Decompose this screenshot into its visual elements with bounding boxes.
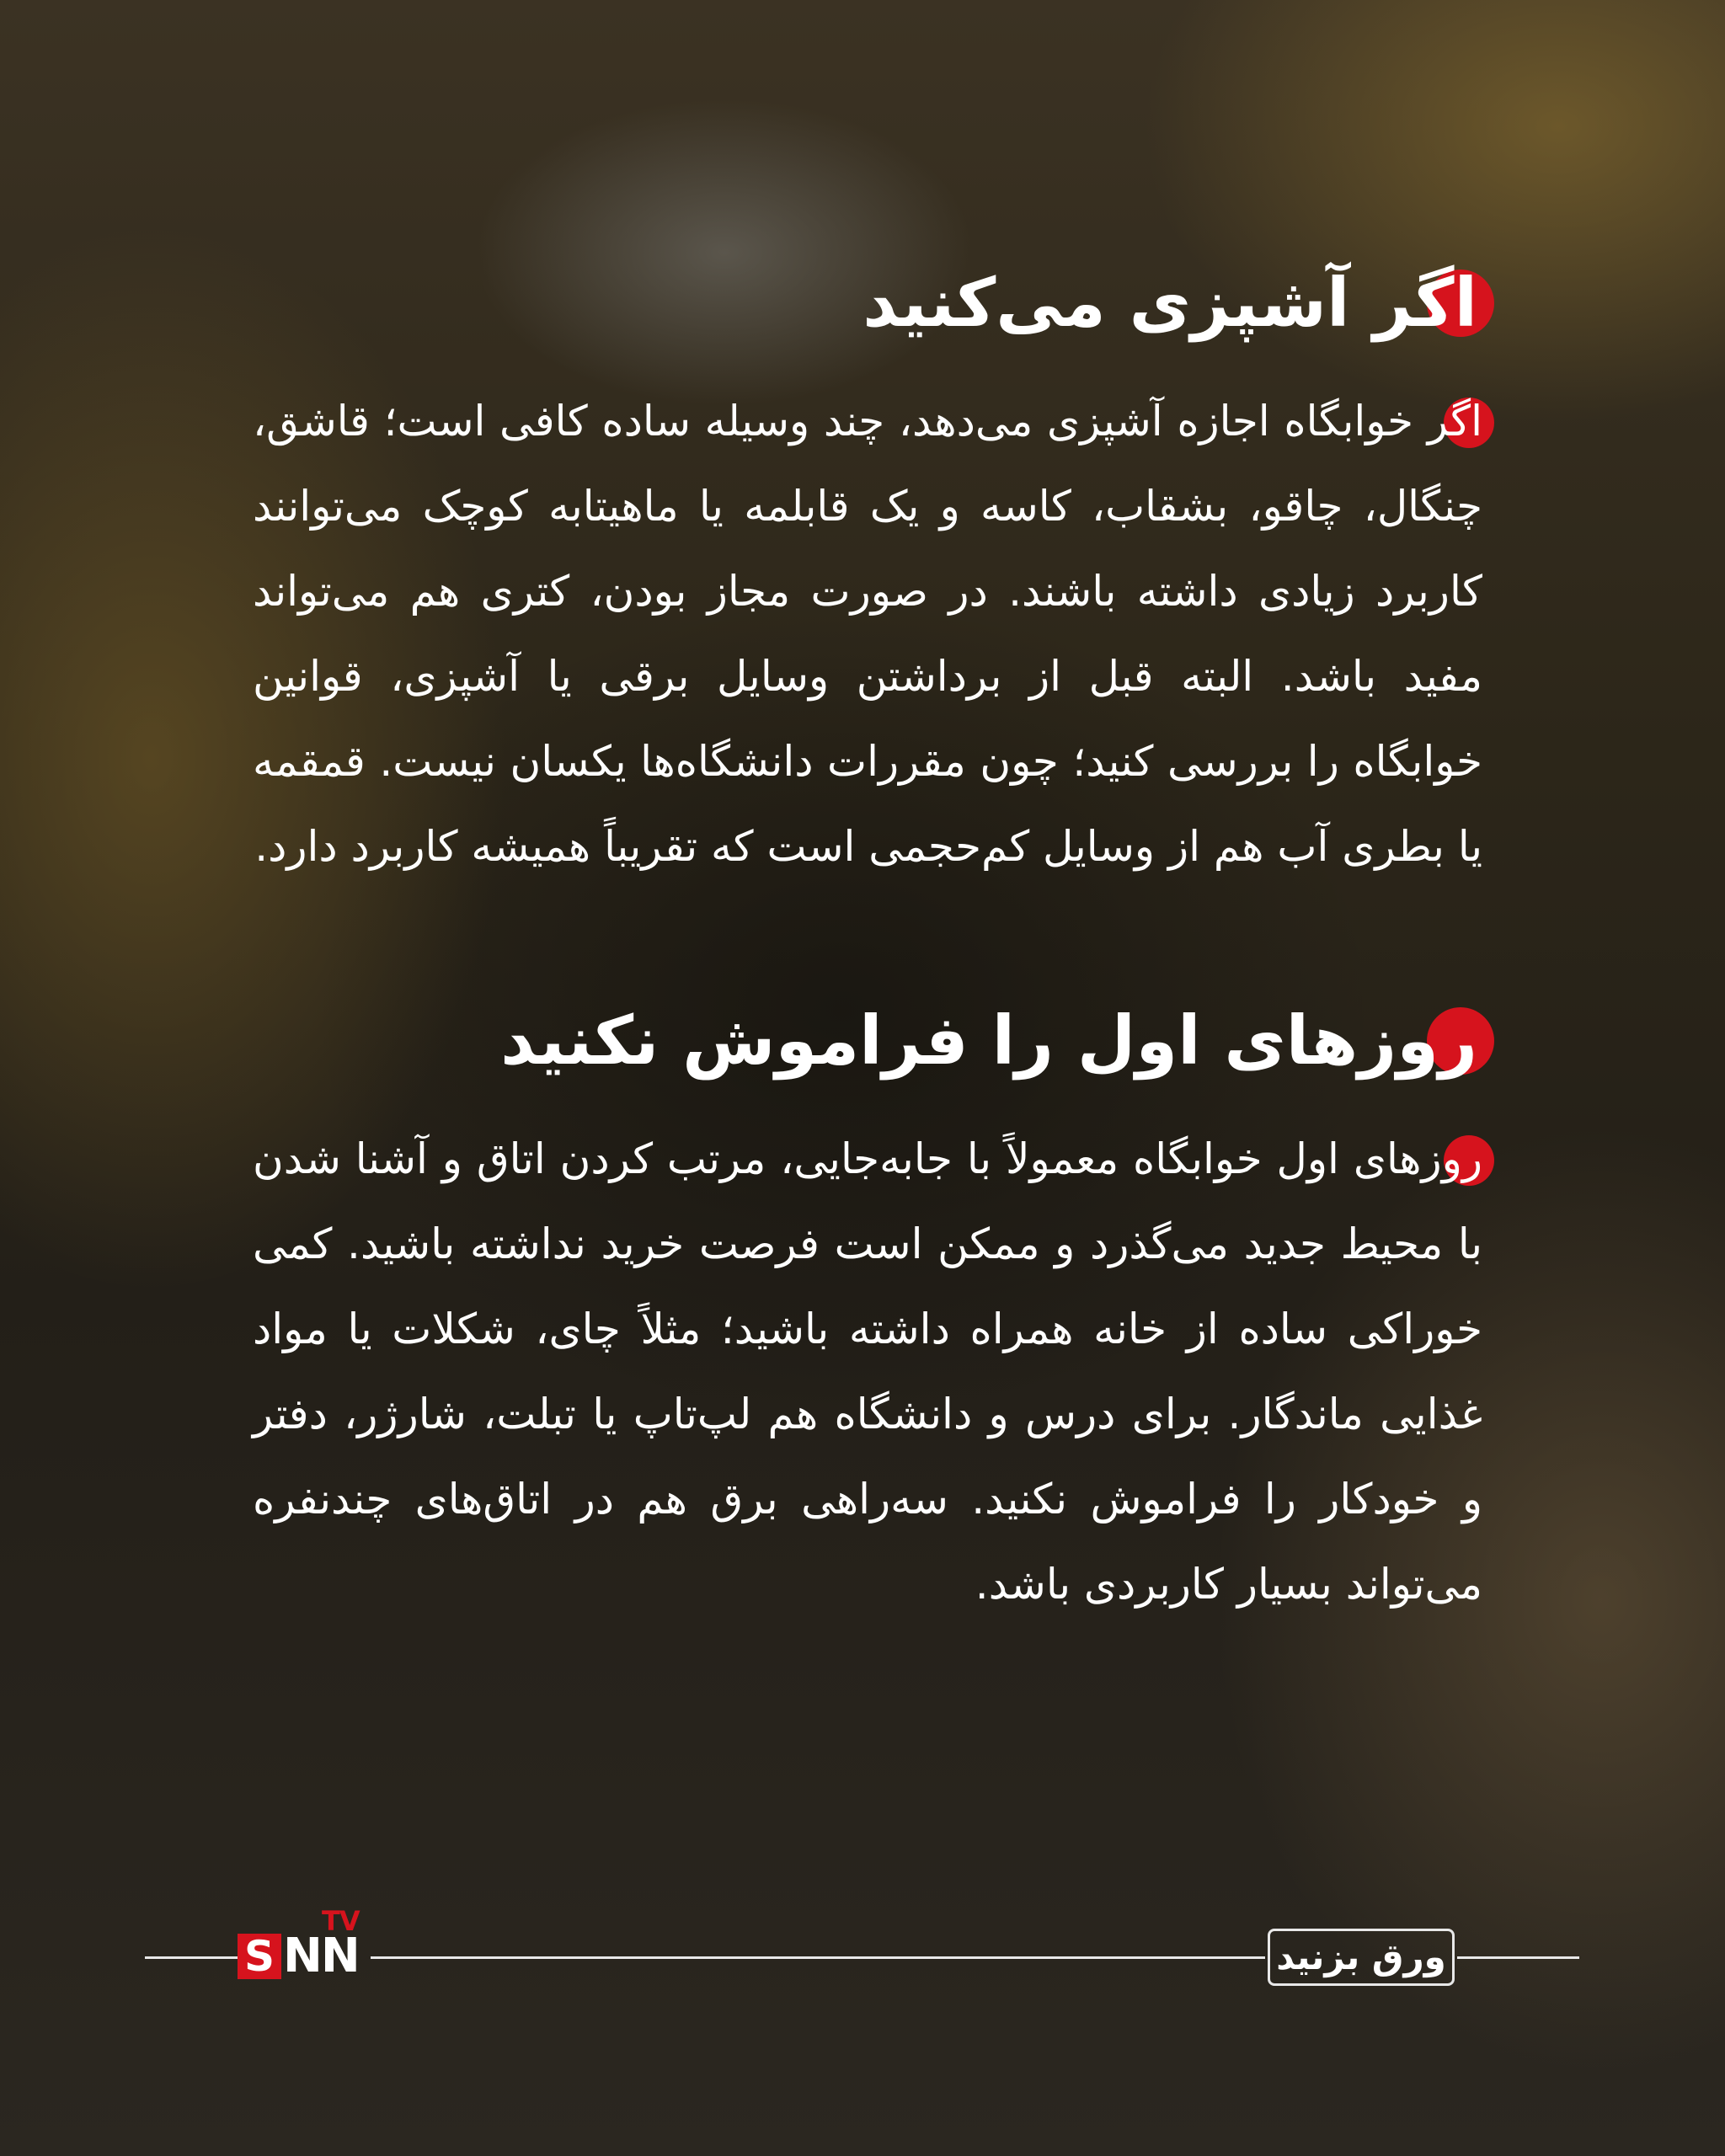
footer-divider-middle — [371, 1956, 1265, 1959]
logo-s-box: S — [238, 1934, 281, 1979]
article-content — [253, 253, 1482, 1627]
section-heading-cooking — [253, 253, 1482, 354]
footer-divider-left — [145, 1956, 238, 1959]
logo-nn-text: NN — [283, 1929, 359, 1983]
section-body-cooking — [253, 379, 1482, 889]
body-text: اگر خوابگاه اجازه آشپزی می‌دهد، چند وسیله ساده کافی است؛ قاشق، چنگال، چاقو، بشقاب، کاسه و یک قابلمه یا ماهیتابه کوچک می‌توانند کاربرد زیادی داشته باشند. در صورت مجاز بودن، کتری هم می‌تواند مفید باشد. البته قبل از برداشتن وسایل برقی یا آشپزی، قوانین خوابگاه را بررسی کنید؛ چون مقررات دانشگاه‌ها یکسان نیست. قمقمه یا بطری آب هم از وسایل کم‌حجمی است که تقریباً همیشه کاربرد دارد. — [253, 397, 1482, 871]
heading-text: روزهای اول را فراموش نکنید — [500, 1001, 1477, 1080]
section-heading-first-days — [253, 990, 1482, 1091]
footer-divider-right — [1457, 1956, 1579, 1959]
swipe-button[interactable]: ورق بزنید — [1268, 1929, 1455, 1986]
snn-tv-logo — [238, 1905, 372, 1981]
body-text: روزهای اول خوابگاه معمولاً با جابه‌جایی، مرتب کردن اتاق و آشنا شدن با محیط جدید می‌گذرد و ممکن است فرصت خرید نداشته باشید. کمی خوراکی ساده از خانه همراه داشته باشید؛ مثلاً چای، شکلات یا مواد غذایی ماندگار. برای درس و دانشگاه هم لپ‌تاپ یا تبلت، شارژر، دفتر و خودکار را فراموش نکنید. سه‌راهی برق هم در اتاق‌های چندنفره می‌تواند بسیار کاربردی باشد. — [253, 1134, 1482, 1609]
logo-tv-text: TV — [322, 1905, 360, 1937]
section-body-first-days — [253, 1117, 1482, 1627]
section-first-days — [253, 990, 1482, 1627]
heading-text: اگر آشپزی می‌کنید — [862, 264, 1477, 342]
section-cooking — [253, 253, 1482, 889]
